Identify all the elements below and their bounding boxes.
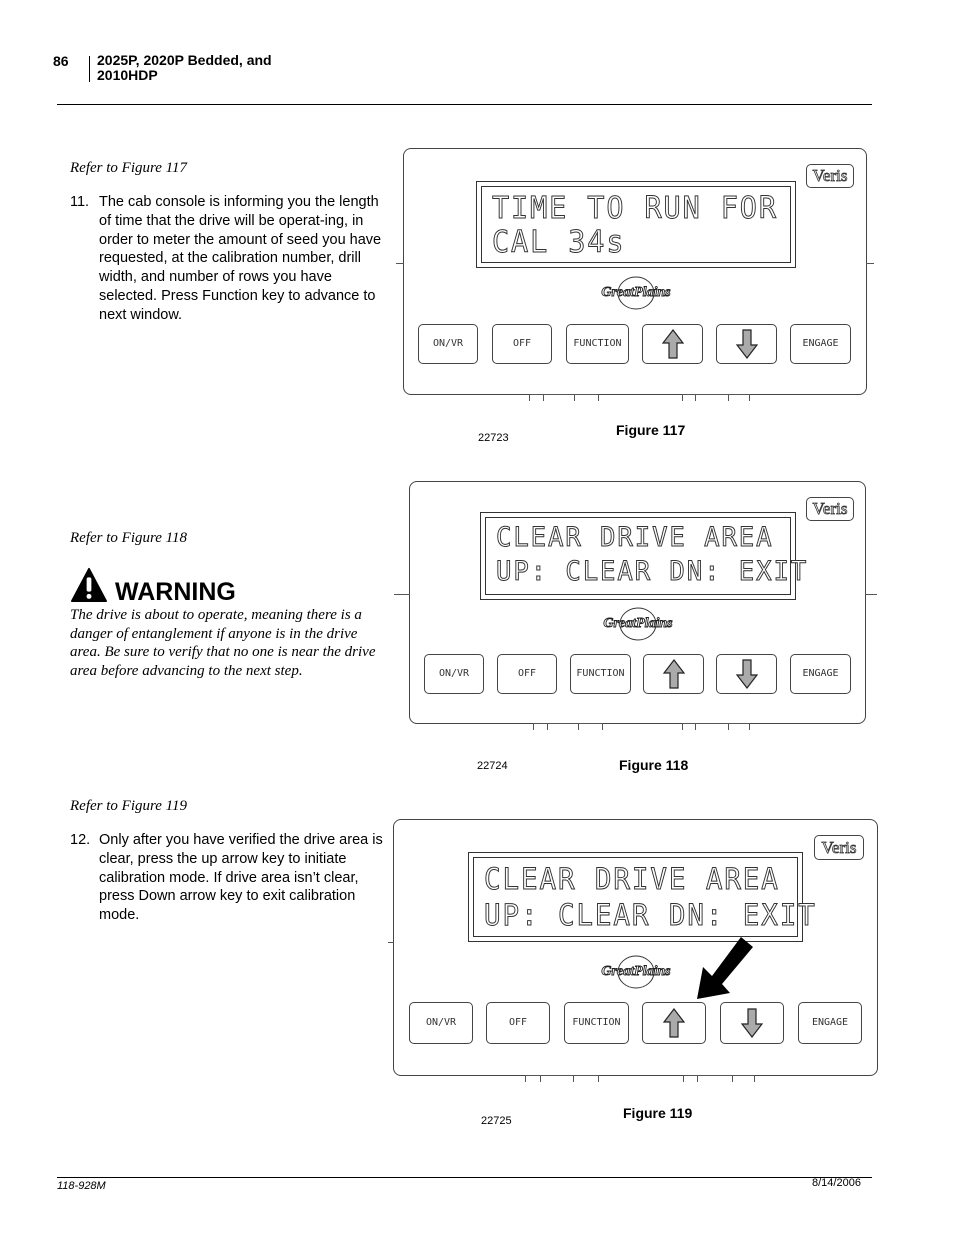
great-plains-logo: [586, 954, 686, 990]
on-vr-button[interactable]: ON/VR: [418, 324, 478, 364]
lcd-display: [476, 181, 796, 268]
function-button[interactable]: FUNCTION: [570, 654, 631, 694]
up-arrow-button[interactable]: [643, 654, 704, 694]
lcd-line-1: CLEAR DRIVE AREA: [484, 862, 780, 896]
on-vr-button[interactable]: ON/VR: [409, 1002, 473, 1044]
step-number: 11.: [70, 194, 90, 210]
step-text: Only after you have verified the drive area is clear, press the up arrow key to initiate calibration mode. If drive area isn’t clear, press Down arrow key to exit calibration mode.: [99, 832, 383, 924]
step-12: [70, 831, 390, 925]
warning-triangle-icon: [70, 567, 108, 603]
lcd-line-2: UP: CLEAR DN: EXIT: [496, 556, 809, 587]
up-arrow-button[interactable]: [642, 324, 703, 364]
footer-rule: [57, 1177, 872, 1178]
lcd-line-2: CAL 34s: [492, 225, 626, 260]
great-plains-logo: [586, 275, 686, 311]
lcd-line-1: TIME TO RUN FOR: [492, 191, 778, 226]
on-vr-button[interactable]: ON/VR: [424, 654, 484, 694]
header-divider: [89, 56, 90, 82]
console-figure-119: [393, 819, 878, 1076]
down-arrow-icon: [736, 659, 758, 689]
refer-figure-117: Refer to Figure 117: [70, 160, 188, 176]
engage-button[interactable]: ENGAGE: [790, 324, 851, 364]
off-button[interactable]: OFF: [492, 324, 552, 364]
up-arrow-icon: [662, 329, 684, 359]
pointer-arrow-icon: [695, 933, 755, 1001]
document-date: 8/14/2006: [812, 1177, 861, 1189]
up-arrow-button[interactable]: [642, 1002, 706, 1044]
figure-caption: Figure 117: [616, 422, 686, 438]
down-arrow-button[interactable]: [720, 1002, 784, 1044]
lcd-display: [480, 512, 809, 600]
figure-caption: Figure 118: [619, 757, 689, 773]
up-arrow-icon: [663, 1007, 685, 1039]
step-11: [70, 193, 390, 325]
console-figure-117: [403, 148, 867, 395]
figure-id: 22724: [477, 760, 508, 772]
function-button[interactable]: FUNCTION: [564, 1002, 629, 1044]
down-arrow-button[interactable]: [716, 654, 777, 694]
lcd-line-1: CLEAR DRIVE AREA: [496, 522, 774, 553]
logo-text: GreatPlains: [601, 285, 671, 300]
lcd-line-2: UP: CLEAR DN: EXIT: [484, 898, 817, 932]
veris-logo: Veris: [814, 835, 864, 860]
header-title: [97, 53, 337, 83]
figure-id: 22725: [481, 1115, 512, 1127]
warning-text: The drive is about to operate, meaning there is a danger of entanglement if anyone is in the drive area. Be sure to verify that no one is near the drive area before advancing to the next step.: [70, 607, 376, 680]
document-number: 118-928M: [57, 1180, 106, 1192]
veris-logo: Veris: [806, 164, 854, 188]
engage-button[interactable]: ENGAGE: [798, 1002, 862, 1044]
header-title-line2: 2010HDP: [97, 67, 158, 83]
off-button[interactable]: OFF: [486, 1002, 550, 1044]
down-arrow-icon: [736, 329, 758, 359]
engage-button[interactable]: ENGAGE: [790, 654, 851, 694]
figure-caption: Figure 119: [623, 1105, 693, 1121]
down-arrow-icon: [741, 1007, 763, 1039]
refer-figure-119: Refer to Figure 119: [70, 798, 188, 814]
off-button[interactable]: OFF: [497, 654, 557, 694]
lcd-display: [468, 852, 817, 942]
logo-text: GreatPlains: [601, 964, 671, 979]
refer-figure-118: Refer to Figure 118: [70, 530, 188, 546]
down-arrow-button[interactable]: [716, 324, 777, 364]
veris-logo: Veris: [806, 497, 854, 521]
logo-text: GreatPlains: [603, 616, 673, 631]
function-button[interactable]: FUNCTION: [566, 324, 629, 364]
header-rule: [57, 104, 872, 105]
warning-label: WARNING: [115, 578, 236, 606]
header-title-line1: 2025P, 2020P Bedded, and: [97, 52, 272, 68]
great-plains-logo: [588, 606, 688, 642]
page-number: 86: [53, 53, 69, 69]
up-arrow-icon: [663, 659, 685, 689]
console-figure-118: [409, 481, 866, 724]
figure-id: 22723: [478, 432, 509, 444]
step-text: The cab console is informing you the length of time that the drive will be operat-ing, in order to meter the amount of seed you have requested, at the calibration number, drill width, and number of rows you have selected. Press Function key to advance to next window.: [99, 194, 382, 323]
step-number: 12.: [70, 832, 91, 848]
